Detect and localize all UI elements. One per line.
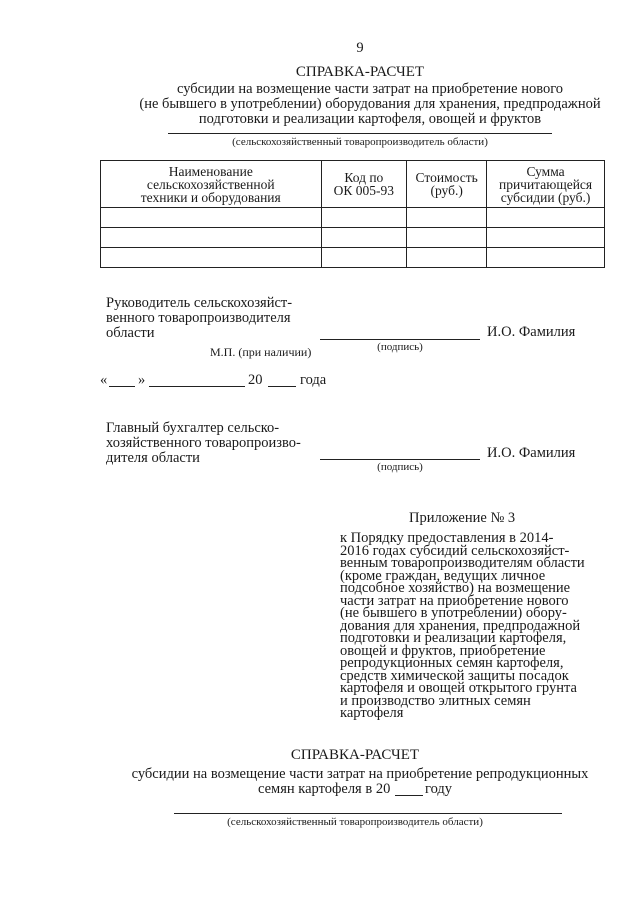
table-row [101, 208, 605, 228]
form2-year-line[interactable] [395, 795, 423, 796]
form2-producer-line[interactable] [174, 813, 562, 814]
table-cell[interactable] [487, 228, 605, 248]
header-line: Сумма [526, 163, 565, 179]
table-cell[interactable] [321, 208, 407, 228]
table-cell[interactable] [487, 208, 605, 228]
appendix-body [340, 532, 610, 720]
appendix-line: картофеля и овощей открытого грунта [340, 680, 577, 696]
table-cell[interactable] [407, 208, 487, 228]
header-line: Стоимость [415, 170, 478, 185]
table-cell[interactable] [101, 208, 322, 228]
table-cell[interactable] [321, 228, 407, 248]
head-signature-line[interactable] [320, 339, 480, 340]
form2-title: СПРАВКА-РАСЧЕТ [290, 747, 420, 763]
form1-subtitle-line-2: (не бывшего в употреблении) оборудования для хранения, предпродажной [139, 96, 601, 112]
form1-subtitle-line-1: субсидии на возмещение части затрат на приобретение нового [176, 81, 564, 97]
head-title-line: Руководитель сельскохозяйст- [106, 295, 293, 311]
appendix-line: подсобное хозяйство) на возмещение [340, 580, 571, 596]
accountant-name: И.О. Фамилия [487, 445, 576, 461]
appendix-title: Приложение № 3 [409, 510, 516, 526]
form1-subtitle-line-3: подготовки и реализации картофеля, овощей и фруктов [198, 111, 542, 127]
appendix-line: дования для хранения, предпродажной [340, 617, 581, 634]
header-name-of-equipment [101, 161, 322, 208]
header-line: техники и оборудования [140, 189, 281, 205]
form2-producer-caption: (сельскохозяйственный товаропроизводитель области) [227, 816, 483, 828]
header-line: субсидии (руб.) [500, 189, 591, 205]
table-cell[interactable] [101, 248, 322, 268]
appendix-line: овощей и фруктов, приобретение [340, 642, 546, 659]
appendix-line: части затрат на приобретение нового [340, 592, 569, 609]
table-header-row [101, 161, 605, 208]
date-day-line[interactable] [109, 386, 135, 387]
header-line: Код по [344, 170, 384, 185]
header-line: причитающейся [498, 176, 593, 192]
appendix-line: к Порядку предоставления в 2014- [340, 530, 554, 546]
form1-producer-caption: (сельскохозяйственный товаропроизводитель области) [232, 136, 488, 148]
date-year-prefix: 20 [248, 372, 263, 388]
appendix-line: венным товаропроизводителям области [340, 555, 585, 571]
page-number: 9 [356, 40, 364, 56]
form2-subtitle-line-2-prefix: семян картофеля в 20 [258, 781, 391, 797]
table-cell[interactable] [407, 248, 487, 268]
date-open-quote: « [100, 372, 108, 388]
form1-title: СПРАВКА-РАСЧЕТ [295, 64, 425, 80]
header-line: ОК 005-93 [333, 183, 395, 198]
table-cell[interactable] [407, 228, 487, 248]
form2-subtitle-line-1: субсидии на возмещение части затрат на приобретение репродукционных [131, 766, 589, 782]
appendix-line: (кроме граждан, ведущих личное [340, 567, 546, 584]
header-line: сельскохозяйственной [146, 176, 275, 192]
appendix-line: подготовки и реализации картофеля, [340, 630, 567, 646]
head-title-line: области [106, 325, 155, 341]
head-title [106, 296, 326, 341]
appendix-line: средств химической защиты посадок [340, 667, 569, 684]
form1-table [100, 160, 605, 268]
date-year-line[interactable] [268, 386, 296, 387]
header-code [321, 161, 407, 208]
accountant-signature-line[interactable] [320, 459, 480, 460]
accountant-title-line: Главный бухгалтер сельско- [106, 420, 280, 436]
head-name: И.О. Фамилия [487, 324, 576, 340]
header-subsidy-amount [487, 161, 605, 208]
table-row [101, 248, 605, 268]
appendix-line: и производство элитных семян [340, 692, 531, 709]
table-cell[interactable] [487, 248, 605, 268]
appendix-line: репродукционных семян картофеля, [340, 655, 564, 671]
date-month-line[interactable] [149, 386, 245, 387]
form1-producer-line [168, 133, 552, 134]
head-signature-caption: (подпись) [377, 341, 423, 353]
form2-subtitle-line-2-suffix: году [425, 781, 453, 797]
date-close-quote: » [138, 372, 146, 388]
accountant-title [106, 421, 326, 466]
accountant-signature-caption: (подпись) [377, 461, 423, 473]
header-cost [407, 161, 487, 208]
date-year-suffix: года [300, 372, 327, 388]
appendix-line: (не бывшего в употреблении) обору- [340, 605, 567, 621]
head-title-line: венного товаропроизводителя [106, 310, 291, 326]
table-row [101, 228, 605, 248]
header-line: (руб.) [430, 183, 463, 198]
stamp-note: М.П. (при наличии) [210, 345, 312, 359]
appendix-line: картофеля [340, 705, 404, 721]
accountant-title-line: дителя области [106, 450, 200, 466]
header-line: Наименование [168, 163, 253, 179]
accountant-title-line: хозяйственного товаропроизво- [106, 435, 301, 451]
table-cell[interactable] [101, 228, 322, 248]
appendix-line: 2016 годах субсидий сельскохозяйст- [340, 542, 570, 559]
table-cell[interactable] [321, 248, 407, 268]
